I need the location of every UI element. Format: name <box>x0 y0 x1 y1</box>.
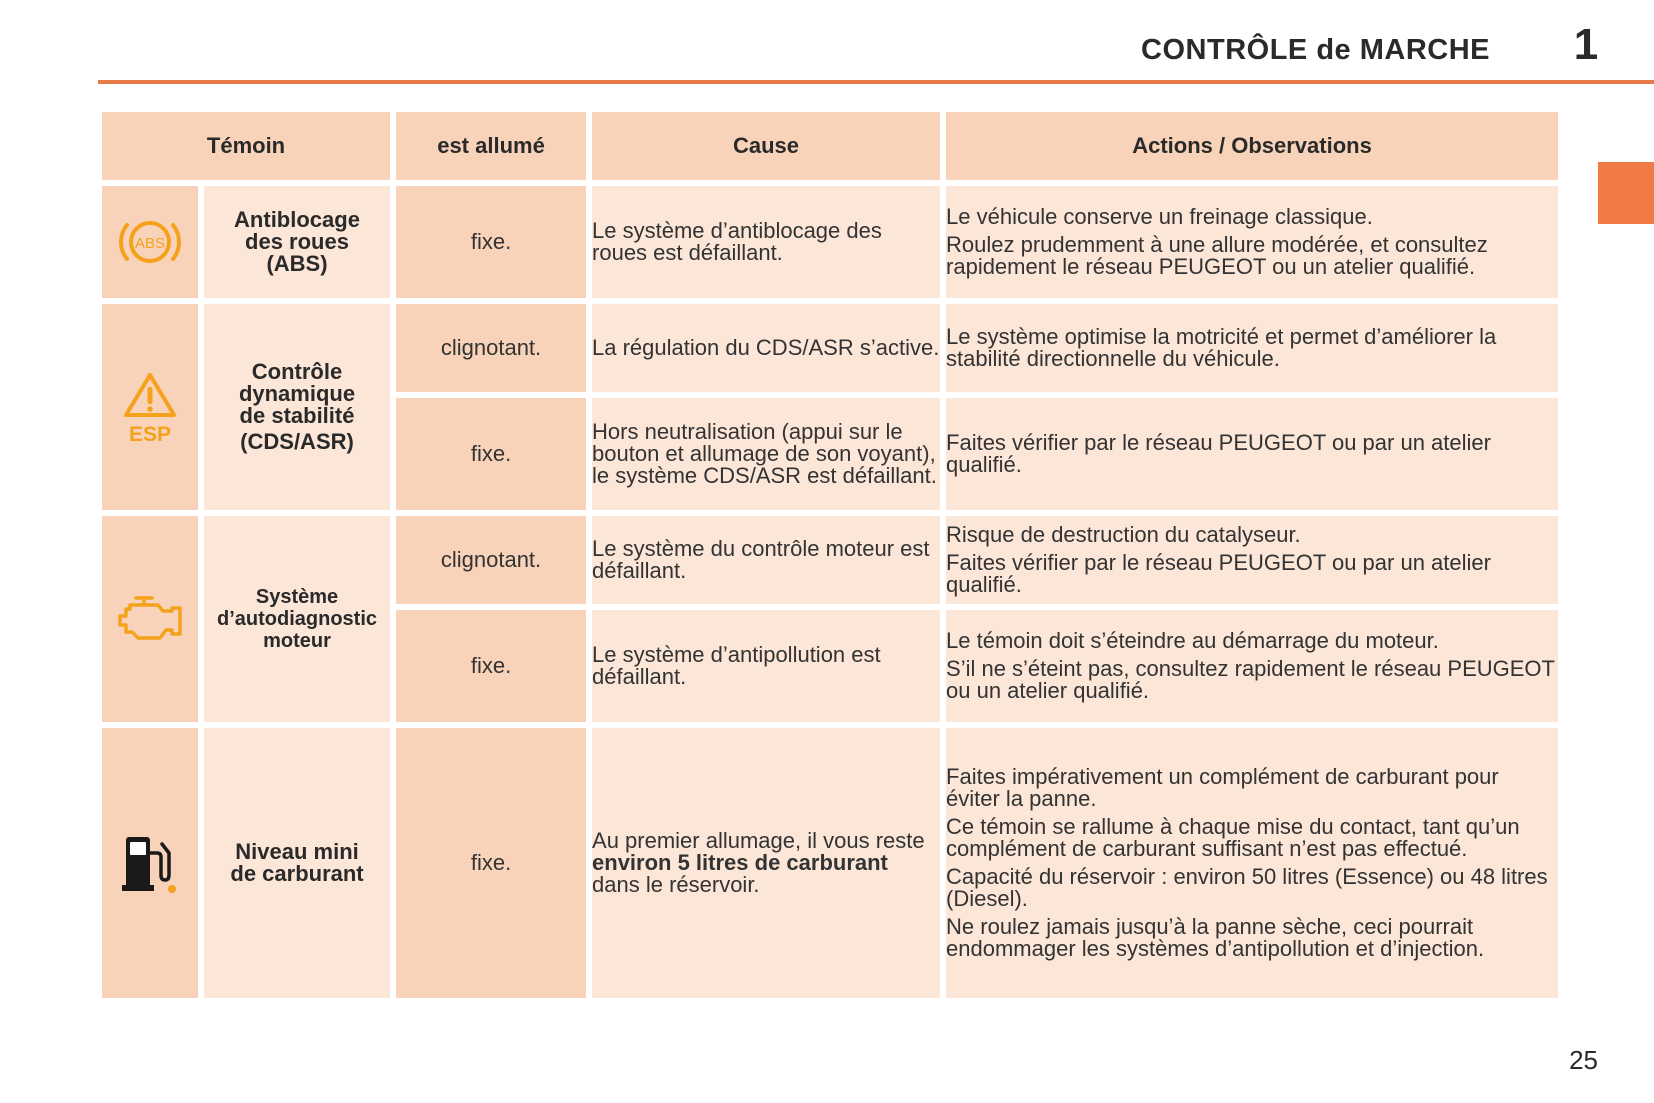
engine-state-1: clignotant. <box>396 516 586 604</box>
abs-name-line: Antiblocage <box>234 207 360 232</box>
abs-name-line: des roues <box>245 229 349 254</box>
engine-name-line: moteur <box>263 630 331 652</box>
header-rule <box>98 80 1654 84</box>
esp-cause-2: Hors neutralisation (appui sur le bouton et allumage de son voyant), le système CDS/ASR est défaillant. <box>592 398 940 510</box>
action-paragraph: Faites vérifier par le réseau PEUGEOT ou par un atelier qualifié. <box>946 550 1491 597</box>
esp-state-1: clignotant. <box>396 304 586 392</box>
engine-cause-1: Le système du contrôle moteur est défaillant. <box>592 516 940 604</box>
esp-name-cell <box>204 304 390 510</box>
abs-cause: Le système d’antiblocage des roues est défaillant. <box>592 186 940 298</box>
esp-actions-2 <box>946 398 1558 510</box>
fuel-pump-icon <box>102 831 198 895</box>
engine-cause-2: Le système d’antipollution est défaillant. <box>592 610 940 722</box>
esp-name-line: (CDS/ASR) <box>240 429 354 454</box>
esp-state-2: fixe. <box>396 398 586 510</box>
header-actions: Actions / Observations <box>946 112 1558 180</box>
abs-icon-label: ABS <box>134 235 166 252</box>
action-paragraph: Risque de destruction du catalyseur. <box>946 522 1301 547</box>
action-paragraph: S’il ne s’éteint pas, consultez rapidement le réseau PEUGEOT ou un atelier qualifié. <box>946 656 1555 703</box>
fuel-state: fixe. <box>396 728 586 998</box>
abs-actions <box>946 186 1558 298</box>
chapter-number: 1 <box>1573 20 1599 69</box>
fuel-name-line: de carburant <box>230 861 364 886</box>
esp-name-line: de stabilité <box>239 403 355 428</box>
abs-name-cell <box>204 186 390 298</box>
warning-lights-table <box>96 106 1564 1004</box>
table-header-row <box>102 112 1558 180</box>
engine-state-2: fixe. <box>396 610 586 722</box>
engine-icon-cell <box>102 516 198 722</box>
table-row <box>102 516 1558 604</box>
fuel-cause-emphasis: environ 5 litres de carburant <box>592 850 888 875</box>
fuel-actions <box>946 728 1558 998</box>
abs-state: fixe. <box>396 186 586 298</box>
esp-icon-label: ESP <box>128 423 172 445</box>
engine-actions-2 <box>946 610 1558 722</box>
action-paragraph: Faites impérativement un complément de carburant pour éviter la panne. <box>946 764 1499 811</box>
fuel-name-cell <box>204 728 390 998</box>
esp-name-line: Contrôle <box>251 359 343 384</box>
fuel-cause-text: dans le réservoir. <box>592 872 760 897</box>
engine-actions-1 <box>946 516 1558 604</box>
page-number: 25 <box>1569 1045 1598 1075</box>
header-cause: Cause <box>592 112 940 180</box>
action-paragraph: Ne roulez jamais jusqu’à la panne sèche, ceci pourrait endommager les systèmes d’antipollution et d’injection. <box>946 914 1485 961</box>
action-paragraph: Le système optimise la motricité et permet d’améliorer la stabilité directionnelle du véhicule. <box>946 324 1497 371</box>
fuel-name-line: Niveau mini <box>235 839 359 864</box>
page-title: CONTRÔLE de MARCHE <box>1141 34 1490 66</box>
action-paragraph: Faites vérifier par le réseau PEUGEOT ou par un atelier qualifié. <box>946 430 1491 477</box>
abs-name-line: (ABS) <box>266 251 328 276</box>
esp-cause-1: La régulation du CDS/ASR s’active. <box>592 304 940 392</box>
table-row <box>102 728 1558 998</box>
engine-check-icon <box>102 594 198 644</box>
header-temoin: Témoin <box>102 112 390 180</box>
table-row <box>102 186 1558 298</box>
engine-name-line: d’autodiagnostic <box>217 608 377 630</box>
header-state: est allumé <box>396 112 586 180</box>
fuel-cause <box>592 728 940 998</box>
action-paragraph: Ce témoin se rallume à chaque mise du contact, tant qu’un complément de carburant suffisant n’est pas effectué. <box>946 814 1520 861</box>
esp-actions-1 <box>946 304 1558 392</box>
action-paragraph: Le véhicule conserve un freinage classique. <box>946 204 1373 229</box>
esp-warning-icon <box>102 369 198 445</box>
engine-name-line: Système <box>255 586 339 608</box>
action-paragraph: Capacité du réservoir : environ 50 litres (Essence) ou 48 litres (Diesel). <box>946 864 1548 911</box>
abs-icon-cell <box>102 186 198 298</box>
action-paragraph: Roulez prudemment à une allure modérée, et consultez rapidement le réseau PEUGEOT ou un atelier qualifié. <box>946 232 1488 279</box>
fuel-icon-cell <box>102 728 198 998</box>
fuel-cause-text: Au premier allumage, il vous reste <box>592 828 925 853</box>
action-paragraph: Le témoin doit s’éteindre au démarrage du moteur. <box>946 628 1439 653</box>
esp-icon-cell <box>102 304 198 510</box>
chapter-tab <box>1598 162 1654 224</box>
engine-name-cell <box>204 516 390 722</box>
abs-warning-icon <box>102 213 198 271</box>
esp-name-line: dynamique <box>238 381 356 406</box>
table-row <box>102 304 1558 392</box>
